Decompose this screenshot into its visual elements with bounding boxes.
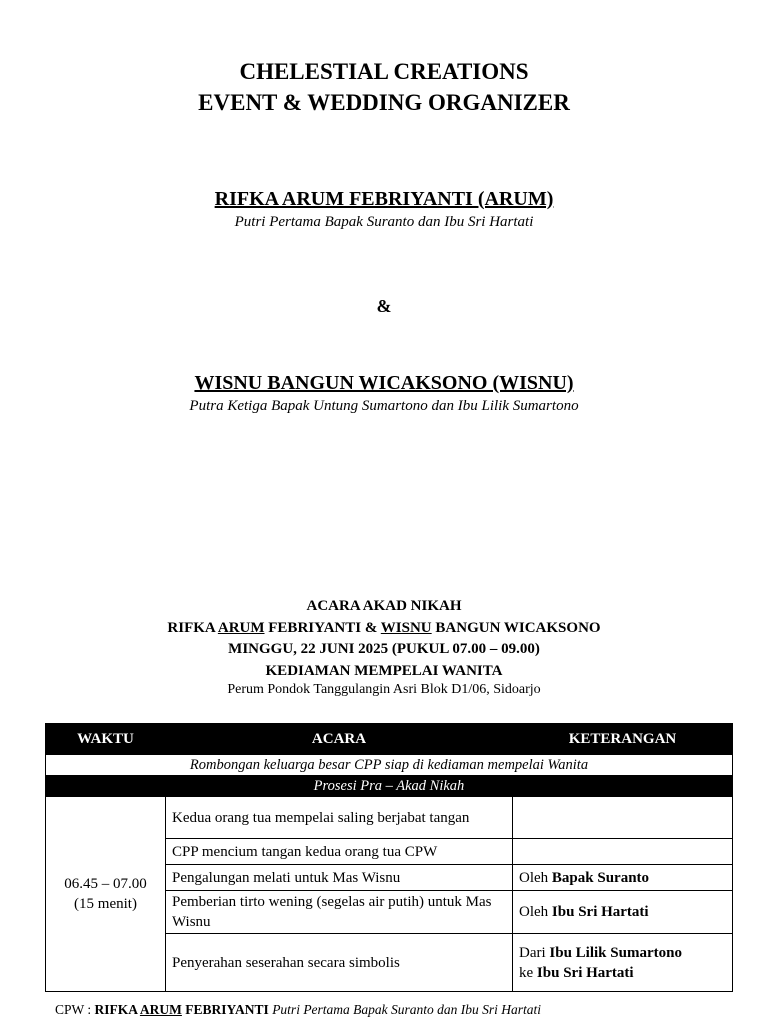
note-row (46, 755, 733, 776)
keterangan-cell (513, 865, 733, 891)
ket-person: Ibu Sri Hartati (536, 964, 634, 981)
footer-name-underlined: ARUM (139, 1002, 182, 1017)
event-address: Perum Pondok Tanggulangin Asri Blok D1/06, Sidoarjo (227, 682, 541, 697)
ket-prefix: Oleh (519, 904, 552, 920)
bride-parents: Putri Pertama Bapak Suranto dan Ibu Sri Hartati (234, 214, 534, 230)
acara-cell: Penyerahan seserahan secara simbolis (166, 934, 513, 992)
ket-connector: ke (519, 964, 537, 981)
ket-person: Ibu Sri Hartati (551, 904, 649, 920)
col-header-acara: ACARA (166, 724, 513, 755)
acara-cell: Kedua orang tua mempelai saling berjabat tangan (166, 797, 513, 839)
col-header-keterangan: KETERANGAN (513, 724, 733, 755)
col-header-waktu: WAKTU (46, 724, 166, 755)
time-duration: (15 menit) (74, 896, 137, 912)
couple-part-underlined: ARUM (217, 619, 265, 636)
acara-cell: Pemberian tirto wening (segelas air putih) untuk Mas Wisnu (166, 891, 513, 934)
event-date: MINGGU, 22 JUNI 2025 (PUKUL 07.00 – 09.00) (228, 641, 540, 657)
keterangan-cell (513, 797, 733, 839)
ampersand: & (376, 296, 392, 316)
ket-person: Bapak Suranto (551, 869, 650, 886)
footer-desc: Putri Pertama Bapak Suranto dan Ibu Sri Hartati (268, 1002, 542, 1017)
couple-part: FEBRIYANTI & (264, 619, 381, 636)
event-venue: KEDIAMAN MEMPELAI WANITA (265, 662, 503, 679)
ket-person: Ibu Lilik Sumartono (549, 944, 682, 961)
organizer-heading (0, 56, 768, 118)
section-label: Prosesi Pra – Akad Nikah (46, 776, 733, 797)
acara-cell: CPP mencium tangan kedua orang tua CPW (166, 839, 513, 865)
groom-parents: Putra Ketiga Bapak Untung Sumartono dan Ibu Lilik Sumartono (189, 398, 579, 414)
acara-cell: Pengalungan melati untuk Mas Wisnu (166, 865, 513, 891)
footer-name-part: RIFKA (94, 1002, 140, 1017)
time-range: 06.45 – 07.00 (64, 876, 147, 892)
ket-prefix: Dari (519, 944, 550, 961)
couple-part: RIFKA (167, 619, 218, 636)
couple-part: BANGUN WICAKSONO (431, 619, 601, 636)
bride-name: RIFKA ARUM FEBRIYANTI (ARUM) (214, 188, 554, 210)
time-cell (46, 797, 166, 992)
organizer-tagline: EVENT & WEDDING ORGANIZER (198, 90, 570, 115)
couple-part-underlined: WISNU (380, 619, 432, 636)
groom-block (0, 370, 768, 416)
keterangan-cell (513, 891, 733, 934)
organizer-name: CHELESTIAL CREATIONS (239, 59, 529, 84)
table-header-row (46, 724, 733, 755)
bride-block (0, 186, 768, 232)
footer-label: CPW : (55, 1002, 95, 1017)
event-title: ACARA AKAD NIKAH (306, 598, 462, 614)
schedule-table (45, 723, 733, 992)
table-row (46, 797, 733, 839)
footer-note (55, 1002, 541, 1018)
keterangan-cell (513, 839, 733, 865)
keterangan-cell (513, 934, 733, 992)
section-row (46, 776, 733, 797)
footer-name-part: FEBRIYANTI (181, 1002, 269, 1017)
event-heading (0, 596, 768, 682)
ket-prefix: Oleh (519, 869, 552, 886)
groom-name: WISNU BANGUN WICAKSONO (WISNU) (194, 372, 574, 394)
event-couple (0, 618, 768, 640)
note-white: Rombongan keluarga besar CPP siap di kediaman mempelai Wanita (46, 755, 733, 776)
